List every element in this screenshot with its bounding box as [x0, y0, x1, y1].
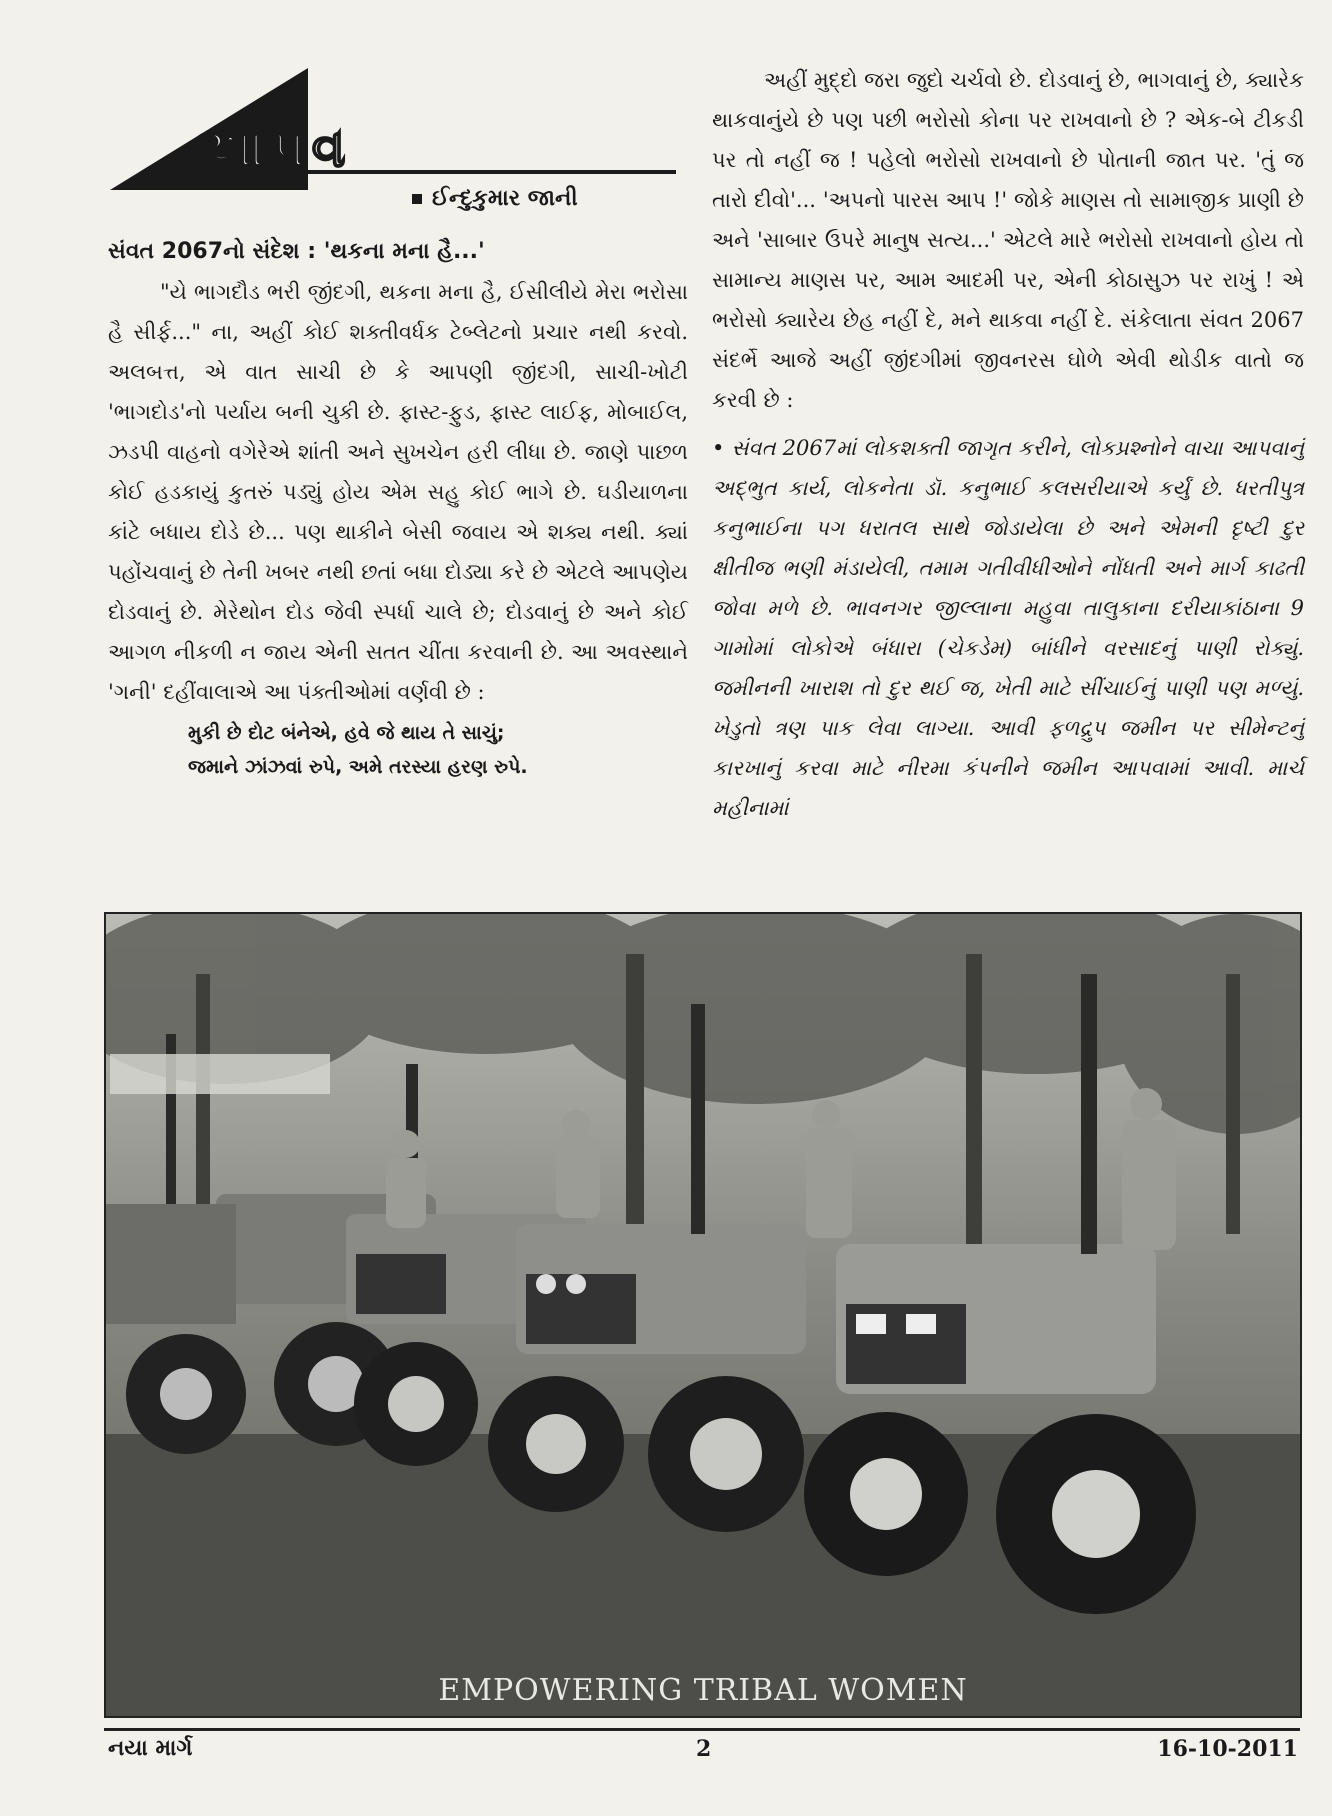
publication-name: નયા માર્ગ: [108, 1736, 193, 1761]
right-paragraph-2: • સંવત 2067માં લોકશક્તી જાગૃત કરીને, લોકપ્રશ્નોને વાચા આપવાનું અદ્ભુત કાર્ય, લોકનેતા ડૉ. કનુભાઈ કલસરીયાએ કર્યું છે. ધરતીપુત્ર કનુભાઈના પગ ધરાતલ સાથે જોડાયેલા છે અને એમની દૃષ્ટી દુર ક્ષીતીજ ભણી મંડાયેલી, તમામ ગતીવીધીઓને નોંધતી અને માર્ગ કાઢતી જોવા મળે છે. ભાવનગર જીલ્લાના મહુવા તાલુકાના દરીયાકાંઠાના 9 ગામોમાં લોકોએ બંધારા (ચેકડેમ) બાંધીને વરસાદનું પાણી રોક્યું. જમીનની ખારાશ તો દુર થઈ જ, ખેતી માટે સીંચાઈનું પાણી પણ મળ્યું. ખેડુતો ત્રણ પાક લેવા લાગ્યા. આવી ફળદ્રુપ જમીન પર સીમેન્ટનું કારખાનું કરવા માટે નીરમા કંપનીને જમીન આપવામાં આવી. માર્ચ મહીનામાં: [712, 436, 1304, 820]
photo-caption: EMPOWERING TRIBAL WOMEN: [438, 1673, 968, 1708]
author-byline: [412, 186, 578, 211]
tractors-illustration: [106, 914, 1300, 1716]
right-paragraph-1: અહીં મુદ્દો જરા જુદો ચર્ચવો છે. દોડવાનું છે, ભાગવાનું છે, ક્યારેક થાકવાનુંયે છે પણ પછી ભરોસો કોના પર રાખવાનો છે ? એક-બે ટીકડી પર તો નહીં જ ! પહેલો ભરોસો રાખવાનો છે પોતાની જાત પર. 'તું જ તારો દીવો'... 'અપનો પારસ આપ !' જોકે માણસ તો સામાજીક પ્રાણી છે અને 'સાબાર ઉપરે માનુષ સત્ય...' એટલે મારે ભરોસો રાખવાનો હોય તો સામાન્ય માણસ પર, આમ આદમી પર, એની કોઠાસુઝ પર રાખું ! એ ભરોસો ક્યારેય છેહ નહીં દે, મને થાકવા નહીં દે. સંકેલાતા સંવત 2067 સંદર્ભે આજે અહીં જીંદગીમાં જીવનરસ ઘોળે એવી થોડીક વાતો જ કરવી છે :: [712, 68, 1304, 412]
poem-block: [108, 716, 688, 784]
issue-date: 16-10-2011: [1157, 1736, 1298, 1762]
masthead-triangle-logo: [108, 66, 678, 196]
column-title: આપ્રવ: [196, 116, 352, 179]
masthead: [108, 66, 678, 196]
article-heading: સંવત 2067નો સંદેશ : 'થકના મના હૈ...': [108, 239, 485, 264]
square-bullet-icon: [412, 194, 422, 204]
poem-line-2: જમાને ઝાંઝવાં રુપે, અમે તરસ્યા હરણ રુપે.: [188, 756, 528, 778]
author-name: ઈન્દુકુમાર જાની: [432, 186, 578, 211]
poem-line-1: મુકી છે દોટ બંનેએ, હવે જે થાય તે સાચું;: [188, 722, 505, 744]
page-number: 2: [696, 1736, 712, 1762]
left-paragraph-1: "યે ભાગદૌડ ભરી જીંદગી, થકના મના હૈ, ઈસીલીયે મેરા ભરોસા હૈ સીર્ફ..." ના, અહીં કોઈ શક્તીવર્ધક ટેબ્લેટનો પ્રચાર નથી કરવો. અલબત્ત, એ વાત સાચી છે કે આપણી જીંદગી, સાચી-ખોટી 'ભાગદોડ'નો પર્યાય બની ચુકી છે. ફાસ્ટ-ફુડ, ફાસ્ટ લાઈફ, મોબાઈલ, ઝડપી વાહનો વગેરેએ શાંતી અને સુખચેન હરી લીધા છે. જાણે પાછળ કોઈ હડકાયું કુતરું પડ્યું હોય એમ સહુ કોઈ ભાગે છે. ઘડીયાળના કાંટે બધાય દોડે છે... પણ થાકીને બેસી જવાય એ શક્ય નથી. ક્યાં પહોંચવાનું છે તેની ખબર નથી છતાં બધા દોડ્યા કરે છે એટલે આપણેય દોડવાનું છે. મેરેથોન દોડ જેવી સ્પર્ધા ચાલે છે; દોડવાનું છે અને કોઈ આગળ નીકળી ન જાય એની સતત ચીંતા કરવાની છે. આ અવસ્થાને 'ગની' દહીંવાલાએ આ પંક્તીઓમાં વર્ણવી છે :: [108, 280, 688, 704]
footer-divider: [104, 1728, 1300, 1731]
tractor-photo: [104, 912, 1302, 1718]
right-column: [712, 60, 1304, 828]
left-column: [108, 232, 688, 784]
